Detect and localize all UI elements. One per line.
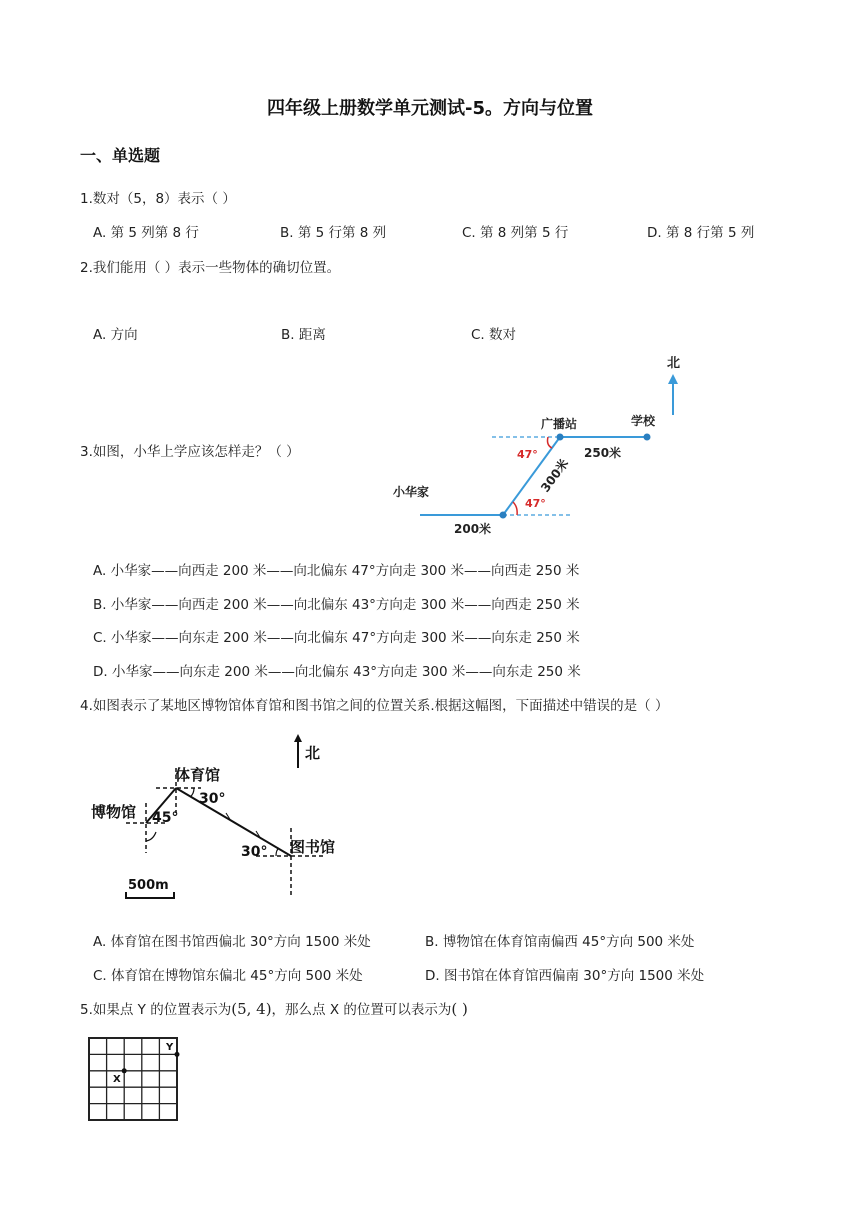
q4-north-label: 北 <box>305 744 321 762</box>
question-1-text: 1.数对（5，8）表示（ ） <box>80 191 236 207</box>
q3-option-a[interactable]: A. 小华家——向西走 200 米——向北偏东 47°方向走 300 米——向西走 250 米 <box>93 563 580 579</box>
q3-north-label: 北 <box>667 356 681 371</box>
q3-route-diagram <box>380 345 710 540</box>
q3-dist-200: 200米 <box>454 522 492 536</box>
q3-dist-300: 300米 <box>538 456 572 495</box>
q3-dist-250: 250米 <box>584 446 622 460</box>
q5-text-before: 5.如果点 Y 的位置表示为 <box>80 1002 232 1018</box>
q4-angle-museum: 45° <box>152 810 179 826</box>
q5-coord: (5, 4) <box>231 1000 272 1018</box>
q4-angle-gym: 30° <box>199 791 226 807</box>
q1-option-b[interactable]: B. 第 5 行第 8 列 <box>280 225 387 241</box>
q2-option-b[interactable]: B. 距离 <box>281 327 326 343</box>
q3-angle-top: 47° <box>517 448 538 461</box>
q5-grid-diagram <box>86 1035 186 1125</box>
q3-option-b[interactable]: B. 小华家——向西走 200 米——向北偏东 43°方向走 300 米——向西走 250 米 <box>93 597 580 613</box>
q3-home-label: 小华家 <box>393 485 430 499</box>
q1-option-a[interactable]: A. 第 5 列第 8 行 <box>93 225 199 241</box>
section-heading: 一、单选题 <box>80 146 161 165</box>
question-2-text: 2.我们能用（ ）表示一些物体的确切位置。 <box>80 260 341 276</box>
q4-gym-label: 体育馆 <box>175 766 221 784</box>
q5-text-after: ，那么点 X 的位置可以表示为 <box>271 1002 452 1018</box>
q4-option-d[interactable]: D. 图书馆在体育馆西偏南 30°方向 1500 米处 <box>425 968 705 984</box>
q4-option-b[interactable]: B. 博物馆在体育馆南偏西 45°方向 500 米处 <box>425 934 695 950</box>
q3-station-label: 广播站 <box>541 417 578 431</box>
q3-option-c[interactable]: C. 小华家——向东走 200 米——向北偏东 47°方向走 300 米——向东走 250 米 <box>93 630 580 646</box>
q4-museum-label: 博物馆 <box>91 803 137 821</box>
q4-angle-library: 30° <box>241 844 268 860</box>
q5-x-label: X <box>113 1074 121 1085</box>
q4-location-diagram <box>86 728 366 903</box>
q2-option-a[interactable]: A. 方向 <box>93 327 138 343</box>
q3-option-d[interactable]: D. 小华家——向东走 200 米——向北偏东 43°方向走 300 米——向东走 250 米 <box>93 664 581 680</box>
q5-y-label: Y <box>166 1042 174 1053</box>
q4-option-a[interactable]: A. 体育馆在图书馆西偏北 30°方向 1500 米处 <box>93 934 371 950</box>
q3-school-label: 学校 <box>631 414 656 428</box>
q1-option-c[interactable]: C. 第 8 列第 5 行 <box>462 225 569 241</box>
page-title: 四年级上册数学单元测试-5。方向与位置 <box>267 98 593 119</box>
question-3-text: 3.如图，小华上学应该怎样走？（ ） <box>80 444 300 460</box>
question-4-text: 4.如图表示了某地区博物馆体育馆和图书馆之间的位置关系.根据这幅图，下面描述中错误的是（ ） <box>80 698 669 714</box>
q4-scale-label: 500m <box>128 878 169 893</box>
q2-option-c[interactable]: C. 数对 <box>471 327 517 343</box>
q4-library-label: 图书馆 <box>290 838 336 856</box>
q5-point-x <box>122 1068 127 1073</box>
q5-point-y <box>175 1052 180 1057</box>
q4-option-c[interactable]: C. 体育馆在博物馆东偏北 45°方向 500 米处 <box>93 968 363 984</box>
q3-angle-bottom: 47° <box>525 497 546 510</box>
q5-answer-paren: ( ) <box>451 1000 468 1018</box>
q1-option-d[interactable]: D. 第 8 行第 5 列 <box>647 225 755 241</box>
question-5-text <box>80 998 468 1018</box>
